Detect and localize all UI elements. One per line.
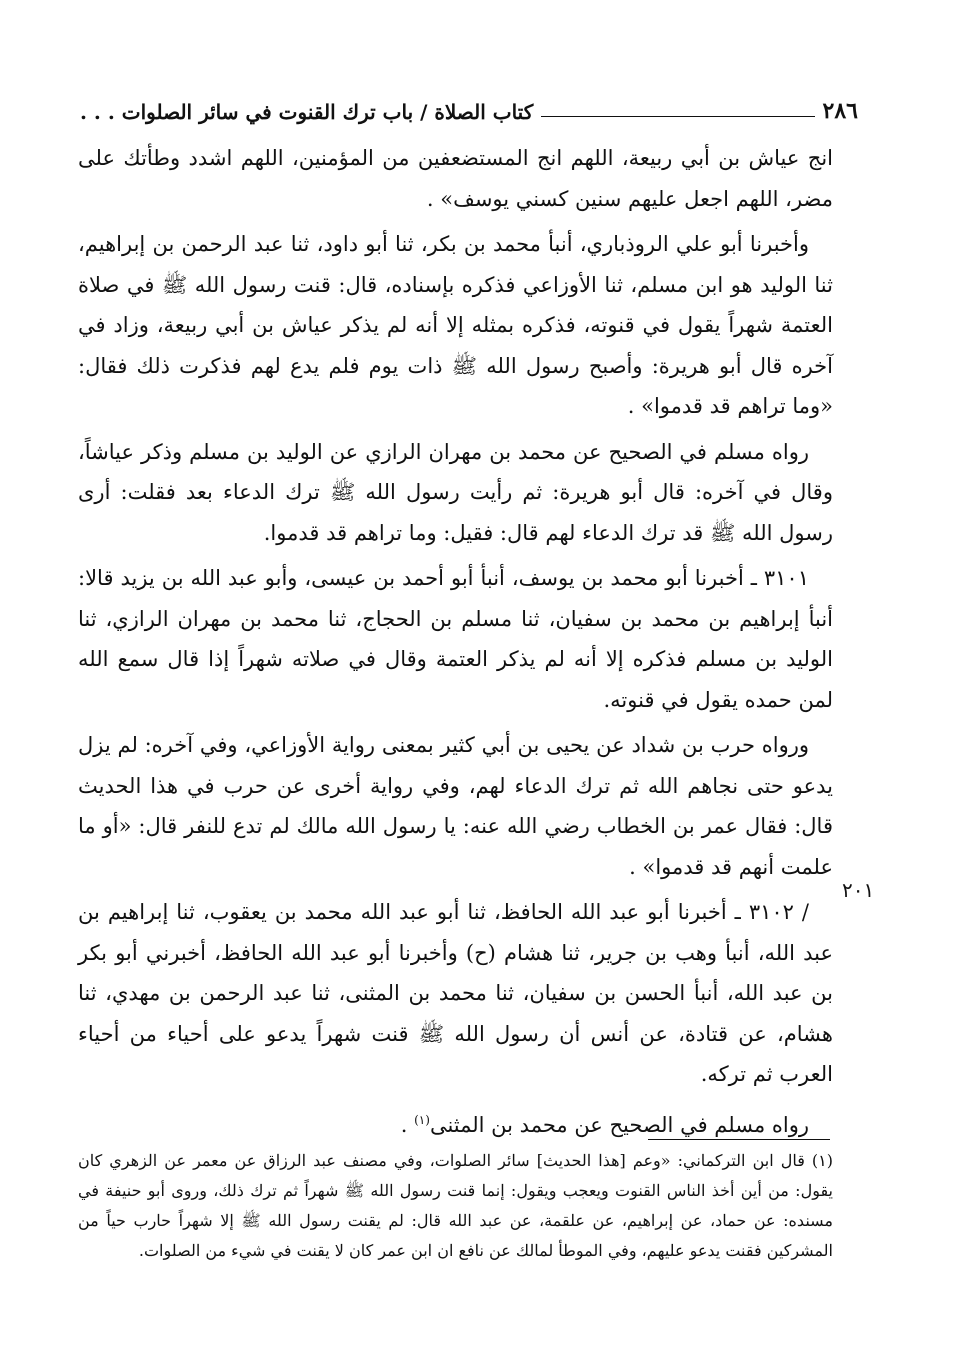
footnote-block: [78, 1146, 833, 1266]
paragraph-5: ورواه حرب بن شداد عن يحيى بن أبي كثير بمعنى رواية الأوزاعي، وفي آخره: لم يزل يدعو حتى نجاهم الله ثم ترك الدعاء لهم، وفي رواية أخرى عن حرب في هذا الحديث قال: فقال عمر بن الخطاب رضي الله عنه: يا رسول الله مالك لم تدع للنفر قال: «أو ما علمت أنهم قد قدموا» .: [78, 733, 833, 879]
footnote-marker: (١): [414, 1112, 430, 1127]
paragraph-1: انج عياش بن أبي ربيعة، اللهم انج المستضعفين من المؤمنين، اللهم اشدد وطأتك على مضر، اللهم اجعل عليهم سنين كسني يوسف» .: [78, 146, 833, 211]
margin-page-number: ٢٠١: [842, 878, 875, 902]
page-header: [80, 88, 858, 124]
footnote-separator: [648, 1139, 830, 1140]
paragraph-7-text: رواه مسلم في الصحيح عن محمد بن المثنى: [429, 1112, 809, 1137]
hadith-3101: ٣١٠١ ـ أخبرنا أبو محمد بن يوسف، أنبأ أبو أحمد بن عيسى، وأبو عبد الله بن يزيد قالا: أنبأ إبراهيم بن محمد بن سفيان، ثنا مسلم بن الحجاج، ثنا محمد بن مهران الرازي، ثنا الوليد بن مسلم فذكره إلا أنه لم يذكر العتمة وقال في صلاته شهراً إذا قال سمع الله لمن حمده يقول في قنوته.: [78, 566, 833, 712]
main-text: [78, 138, 833, 1150]
hadith-3102: / ٣١٠٢ ـ أخبرنا أبو عبد الله الحافظ، ثنا أبو عبد الله محمد بن يعقوب، ثنا إبراهيم بن عبد الله، أنبأ وهب بن جرير، ثنا هشام (ح) وأخبرنا أبو عبد الله الحافظ، أخبرني أبو بكر بن عبد الله، أنبأ الحسن بن سفيان، ثنا محمد بن المثنى، ثنا عبد الرحمن بن مهدي، ثنا هشام، عن قتادة، عن أنس أن رسول الله ﷺ قنت شهراً يدعو على أحياء من أحياء العرب ثم تركه.: [78, 900, 833, 1086]
header-rule: [541, 116, 814, 117]
page-number: ٢٨٦: [822, 98, 858, 124]
paragraph-2: وأخبرنا أبو علي الروذباري، أنبأ محمد بن بكر، ثنا أبو داود، ثنا عبد الرحمن بن إبراهيم، ثنا الوليد هو ابن مسلم، ثنا الأوزاعي فذكره بإسناده، قال: قنت رسول الله ﷺ في صلاة العتمة شهراً يقول في قنوته، فذكره بمثله إلا أنه لم يذكر عياش بن أبي ربيعة، وزاد في آخره قال أبو هريرة: وأصبح رسول الله ﷺ ذات يوم فلم يدع لهم فذكرت ذلك فقال: «وما تراهم قد قدموا» .: [78, 232, 833, 418]
paragraph-7-end: .: [400, 1112, 415, 1137]
footnote-1: (١) قال ابن التركماني: «وعم [هذا الحديث] سائر الصلوات، وفي مصنف عبد الرزاق عن معمر عن الزهري كان يقول: من أين أخذ الناس القنوت ويعجب ويقول: إنما قنت رسول الله ﷺ شهراً ثم ترك ذلك، وروى أبو حنيفة في مسنده: عن حماد، عن إبراهيم، عن علقمة، عن عبد الله قال: لم يقنت رسول الله ﷺ إلا شهراً حارب حياً من المشركين فقنت يدعو عليهم، وفي الموطأ لمالك عن نافع ان ابن عمر كان لا يقنت في شيء من الصلوات.: [78, 1151, 834, 1260]
paragraph-3: رواه مسلم في الصحيح عن محمد بن مهران الرازي عن الوليد بن مسلم وذكر عياشاً، وقال في آخره: قال أبو هريرة: ثم رأيت رسول الله ﷺ ترك الدعاء بعد فقلت: أرى رسول الله ﷺ قد ترك الدعاء لهم قال: فقيل: وما تراهم قد قدموا.: [78, 439, 833, 545]
running-title: كتاب الصلاة / باب ترك القنوت في سائر الصلوات . . .: [80, 100, 534, 124]
